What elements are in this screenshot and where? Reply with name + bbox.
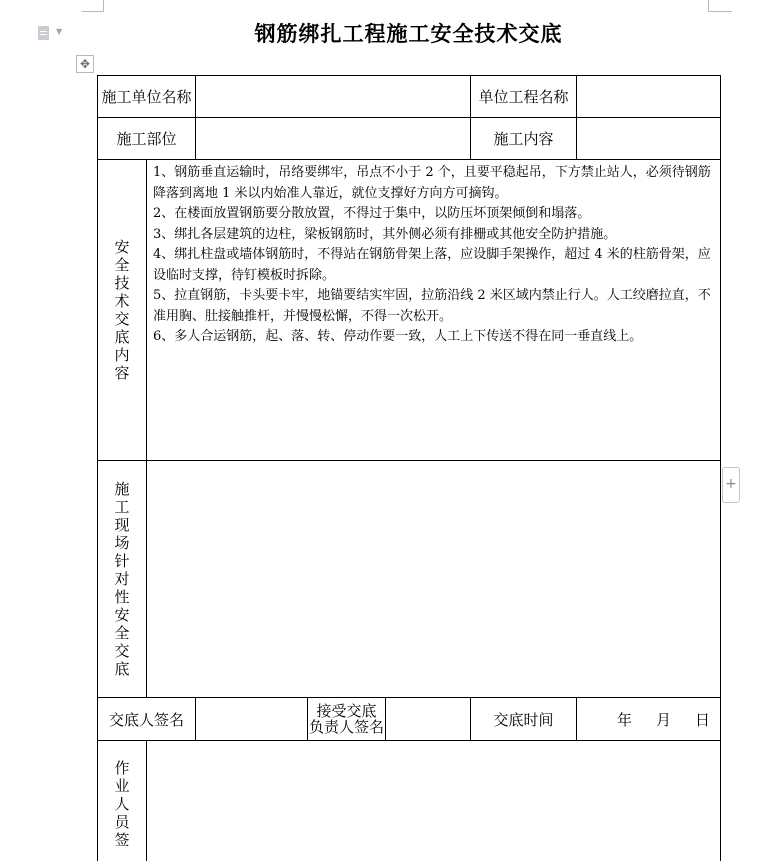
- project-name-label: 单位工程名称: [471, 76, 577, 118]
- receiver-signature-label: 接受交底 负责人签名: [308, 698, 386, 741]
- disclosure-date-value[interactable]: 年 月 日: [577, 698, 721, 741]
- table-row: [98, 160, 721, 461]
- disclosure-time-label: 交底时间: [471, 698, 577, 741]
- unit-name-value[interactable]: [196, 76, 471, 118]
- safety-content-text[interactable]: [147, 160, 721, 461]
- list-item: 5、拉直钢筋，卡头要卡牢，地锚要结实牢固，拉筋沿线 2 米区域内禁止行人。人工绞磨拉直，不准用胸、肚接触推杆，并慢慢松懈，不得一次松开。: [153, 288, 711, 324]
- disclosure-table: [97, 75, 721, 861]
- project-name-value[interactable]: [577, 76, 721, 118]
- site-disclosure-value[interactable]: [147, 461, 721, 698]
- content-label: 施工内容: [471, 118, 577, 160]
- table-move-handle-icon[interactable]: ✥: [76, 55, 94, 73]
- unit-name-label: 施工单位名称: [98, 76, 196, 118]
- discloser-signature-value[interactable]: [196, 698, 308, 741]
- location-label: 施工部位: [98, 118, 196, 160]
- table-row: [98, 698, 721, 741]
- document-title: 钢筋绑扎工程施工安全技术交底: [254, 21, 563, 46]
- table-row: [98, 76, 721, 118]
- worker-signature-label: 作 业 人 员 签: [98, 741, 147, 861]
- add-column-plus-icon[interactable]: +: [722, 467, 740, 503]
- table-row: [98, 118, 721, 160]
- site-disclosure-label: 施 工 现 场 针 对 性 安 全 交 底: [98, 461, 147, 698]
- list-item: 6、多人合运钢筋，起、落、转、停动作要一致，人工上下传送不得在同一垂直线上。: [153, 329, 643, 344]
- content-value[interactable]: [577, 118, 721, 160]
- location-value[interactable]: [196, 118, 471, 160]
- table-row: [98, 461, 721, 698]
- list-item: 3、绑扎各层建筑的边柱，梁板钢筋时，其外侧必须有排栅或其他安全防护措施。: [153, 226, 617, 242]
- safety-content-label: 安 全 技 术 交 底 内 容: [98, 160, 147, 461]
- chevron-down-icon[interactable]: ▼: [56, 27, 63, 36]
- receiver-signature-value[interactable]: [386, 698, 471, 741]
- page-corner-mark-left: [82, 0, 104, 12]
- list-item: 2、在楼面放置钢筋要分散放置，不得过于集中，以防压坏顶架倾倒和塌落。: [153, 206, 591, 221]
- list-item: 4、绑扎柱盘或墙体钢筋时，不得站在钢筋骨架上落，应设脚手架操作，超过 4 米的柱筋骨架，应设临时支撑，待钉模板时拆除。: [153, 247, 711, 283]
- discloser-signature-label: 交底人签名: [98, 698, 196, 741]
- page-corner-mark-right: [708, 0, 732, 12]
- worker-signature-value[interactable]: [147, 741, 721, 861]
- document-icon[interactable]: [38, 26, 49, 40]
- table-row: [98, 741, 721, 861]
- list-item: 1、钢筋垂直运输时，吊络要绑牢，吊点不小于 2 个，且要平稳起吊，下方禁止站人，必须待钢筋降落到离地 1 米以内始准人靠近，就位支撑好方向方可摘钩。: [153, 165, 711, 201]
